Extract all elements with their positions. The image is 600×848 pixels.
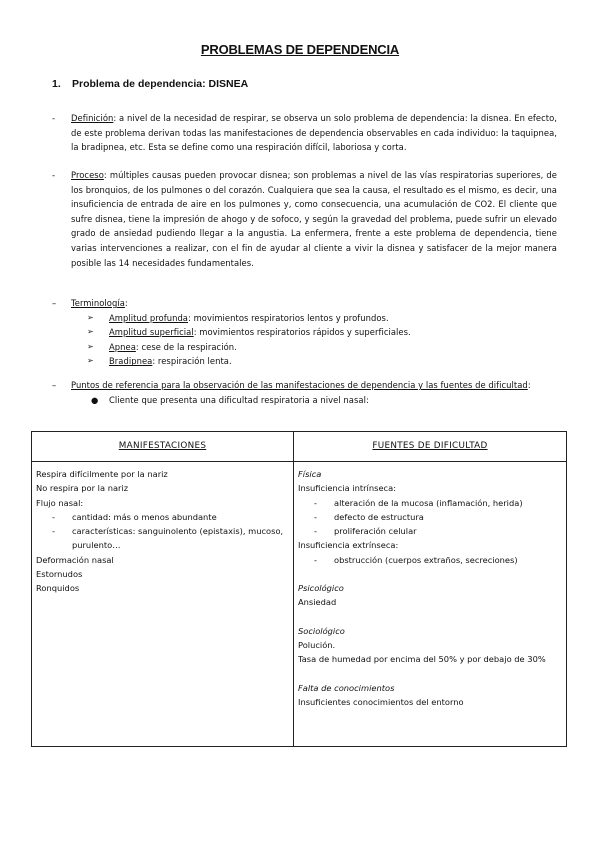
term-def: : respiración lenta.: [152, 356, 232, 367]
fuente-item: Ansiedad: [298, 597, 337, 608]
category-heading: Psicológico: [298, 583, 344, 594]
term: Bradipnea: [109, 356, 153, 367]
definicion-label: Definición: [71, 113, 114, 123]
proceso-paragraph: [52, 168, 557, 270]
subitem-text: defecto de estructura: [334, 511, 424, 522]
term-def: : movimientos respiratorios rápidos y superficiales.: [193, 327, 411, 338]
list-dash: -: [52, 170, 56, 180]
section-heading: [52, 78, 248, 90]
bullet-text: Cliente que presenta una dificultad respiratoria a nivel nasal:: [109, 394, 369, 405]
manifestacion-item: No respira por la nariz: [36, 483, 129, 494]
sub-dash: -: [314, 497, 317, 508]
category-heading: Física: [298, 469, 322, 479]
arrow-bullet-icon: ➢: [87, 327, 94, 337]
proceso-label: Proceso: [71, 170, 104, 180]
puntos-list: [71, 393, 557, 408]
manifestacion-subitem: [36, 524, 289, 553]
definicion-sep: :: [113, 113, 117, 123]
definicion-text: a nivel de la necesidad de respirar, se observa un solo problema de dependencia: la disnea. En efecto, de este problema derivan todas las manifestaciones de dependencia observables en cada individuo: la taquipnea, la bradipnea, etc. Esta se define como una respiración difícil, laboriosa y corta.: [71, 113, 557, 153]
fuente-item: Polución.: [298, 639, 336, 650]
terminologia-sep: :: [124, 298, 128, 308]
section-number: 1.: [52, 78, 61, 90]
fuente-subitem: [298, 524, 562, 538]
list-item: [71, 393, 557, 408]
sub-dash: -: [314, 511, 317, 522]
puntos-section: [52, 378, 557, 407]
list-item: [71, 354, 557, 369]
term: Apnea: [109, 341, 136, 352]
term-def: : cese de la respiración.: [135, 341, 237, 352]
definicion-paragraph: [52, 111, 557, 155]
term: Amplitud profunda: [109, 312, 188, 323]
header-manifestaciones: MANIFESTACIONES: [32, 432, 294, 462]
subitem-text: características: sanguinolento (epistaxis), mucoso, purulento…: [72, 526, 284, 551]
table-row: [32, 462, 567, 747]
terminologia-section: [52, 296, 557, 369]
terminologia-label: Terminología: [71, 298, 125, 308]
fuente-subitem: [298, 510, 562, 524]
subitem-text: obstrucción (cuerpos extraños, secreciones): [334, 554, 518, 565]
list-dash: –: [52, 298, 57, 308]
fuente-subitem: [298, 553, 562, 567]
manifestacion-subitem: [36, 510, 289, 524]
list-dash: –: [52, 380, 57, 390]
header-fuentes: FUENTES DE DIFICULTAD: [294, 432, 567, 462]
sub-dash: -: [314, 526, 317, 537]
list-item: [71, 340, 557, 355]
manifestacion-item: Respira difícilmente por la nariz: [36, 469, 168, 479]
manifestacion-item: Deformación nasal: [36, 554, 114, 565]
fuentes-cell: [294, 462, 567, 747]
term-def: : movimientos respiratorios lentos y profundos.: [188, 312, 389, 323]
list-item: [71, 325, 557, 340]
section-heading-text: Problema de dependencia: DISNEA: [72, 78, 249, 90]
fuente-item: Insuficientes conocimientos del entorno: [298, 696, 464, 707]
manifestaciones-fuentes-table: [31, 431, 567, 747]
term: Amplitud superficial: [109, 327, 194, 338]
puntos-sep: :: [527, 380, 531, 390]
manifestacion-item: Flujo nasal:: [36, 497, 84, 508]
manifestacion-item: Estornudos: [36, 569, 83, 580]
fuente-subitem: [298, 496, 562, 510]
page-title: PROBLEMAS DE DEPENDENCIA: [200, 42, 400, 57]
list-dash: -: [52, 113, 56, 123]
category-heading: Sociológico: [298, 625, 345, 636]
terminologia-list: [71, 311, 557, 369]
sub-dash: -: [314, 554, 317, 565]
fuente-item: Tasa de humedad por encima del 50% y por debajo de 30%: [298, 654, 546, 665]
bullet-dot-icon: ●: [91, 394, 99, 405]
manifestacion-item: Ronquidos: [36, 583, 80, 594]
sub-dash: -: [52, 511, 55, 522]
puntos-label: Puntos de referencia para la observación de las manifestaciones de dependencia y las fuentes de dificultad: [71, 380, 528, 390]
fuente-item: Insuficiencia intrínseca:: [298, 483, 396, 494]
table-header-row: [32, 432, 567, 462]
arrow-bullet-icon: ➢: [87, 356, 94, 366]
proceso-sep: :: [103, 170, 107, 180]
arrow-bullet-icon: ➢: [87, 312, 94, 322]
arrow-bullet-icon: ➢: [87, 341, 94, 351]
category-heading: Falta de conocimientos: [298, 682, 395, 693]
sub-dash: -: [52, 526, 55, 537]
subitem-text: alteración de la mucosa (inflamación, herida): [334, 497, 523, 508]
list-item: [71, 311, 557, 326]
proceso-text: múltiples causas pueden provocar disnea; son problemas a nivel de las vías respiratorias superiores, de los bronquios, de los pulmones o del corazón. Cualquiera que sea la causa, el resultado es el mismo, es decir, una insuficiencia de entrada de aire en los pulmones y, como consecuencia, una acumulación de CO2. El cliente que sufre disnea, tiene la impresión de ahogo y de sofoco, y según la gravedad del problema, puede sufrir un elevado grado de ansiedad pudiendo llegar a la angustia. La enfermera, frente a este problema de dependencia, tiene varias intervenciones a realizar, con el fin de ayudar al cliente a vivir la disnea y satisfacer de la mejor manera posible las 14 necesidades fundamentales.: [71, 170, 557, 268]
manifestaciones-cell: [32, 462, 294, 747]
fuente-item: Insuficiencia extrínseca:: [298, 540, 399, 551]
subitem-text: cantidad: más o menos abundante: [72, 511, 217, 522]
subitem-text: proliferación celular: [334, 526, 417, 537]
